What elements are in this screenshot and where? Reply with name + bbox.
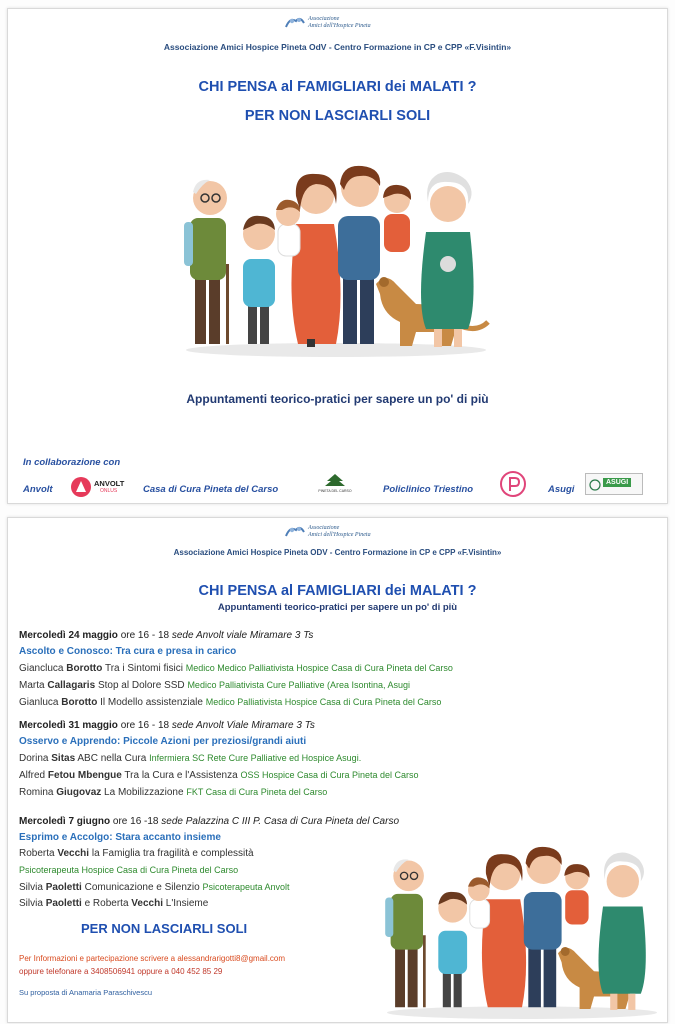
program-subtitle: Appuntamenti teorico-pratici per sapere un po' di più (217, 602, 458, 613)
event-3-header (19, 814, 399, 830)
policlinico-logo (500, 471, 526, 497)
speaker-first-name: Marta (19, 680, 45, 691)
event-date: Mercoledì 24 maggio (19, 630, 118, 641)
event-1 (19, 628, 453, 711)
pineta-logo (313, 473, 357, 497)
speaker-line (19, 879, 399, 896)
speaker-last-name: Paoletti (45, 882, 82, 893)
speaker-role: Infermiera SC Rete Cure Palliative ed Hospice Asugi. (149, 753, 362, 763)
association-logo (284, 522, 394, 544)
event-theme: Osservo e Apprendo: Piccole Azioni per preziosi/grandi aiuti (19, 736, 307, 747)
anvolt-logo (70, 476, 126, 498)
event-date: Mercoledì 31 maggio (19, 720, 118, 731)
speaker-topic: Il Modello assistenziale (100, 697, 203, 708)
proposal-prefix: Su proposta di Anamaria (19, 988, 102, 997)
event-2-header (19, 718, 419, 734)
proposal-name: Paraschivescu (103, 988, 153, 997)
policlinico-p-icon (500, 471, 526, 497)
flyer-card-program (7, 517, 668, 1023)
speaker-last-name: Borotto (61, 697, 98, 708)
speaker-first-name: Romina (19, 787, 54, 798)
partner-policlinico: Policlinico Triestino (383, 484, 474, 495)
program-title: CHI PENSA al FAMIGLIARI dei MALATI ? (198, 583, 477, 599)
slogan: PER NON LASCIARLI SOLI (244, 108, 431, 124)
pine-tree-icon (313, 473, 357, 489)
speaker-joiner: e Roberta (84, 898, 129, 909)
info-phone-joiner: oppure a (137, 967, 169, 976)
speaker-first-name: Alfred (19, 770, 46, 781)
speaker-last-name-2: Vecchi (131, 898, 163, 909)
association-logo (284, 13, 394, 35)
speaker-line (19, 750, 419, 767)
speaker-topic: la Famiglia tra fragilità e complessità (91, 848, 254, 859)
speaker-role: Psicoterapeuta Hospice Casa di Cura Pineta del Carso (19, 865, 239, 875)
association-heading: Associazione Amici Hospice Pineta ODV - Centro Formazione in CP e CPP «F.Visintin» (173, 548, 502, 557)
speaker-line (19, 846, 399, 862)
event-theme: Esprimo e Accolgo: Stara accanto insieme (19, 832, 221, 843)
info-phone-line (19, 967, 222, 976)
speaker-line (19, 660, 453, 677)
speaker-line (19, 784, 419, 801)
boy-figure (243, 216, 275, 344)
family-illustration (176, 154, 496, 359)
speaker-last-name: Giugovaz (56, 787, 102, 798)
grandpa-figure (184, 180, 229, 344)
speaker-line (19, 677, 453, 694)
girl-figure (383, 185, 411, 252)
speaker-topic: La Mobilizzazione (104, 787, 184, 798)
speaker-topic: Tra i Sintomi fisici (104, 663, 183, 674)
speaker-first-name: Silvia (19, 882, 43, 893)
speaker-role-line (19, 862, 399, 879)
hands-logo-icon (284, 524, 306, 540)
speaker-line (19, 767, 419, 784)
info-email-line (19, 954, 285, 963)
event-1-header (19, 628, 453, 644)
speaker-line (19, 896, 399, 912)
anvolt-logo-text: ANVOLT (94, 479, 125, 488)
speaker-first-name: Giancluca (19, 663, 64, 674)
association-heading: Associazione Amici Hospice Pineta OdV - Centro Formazione in CP e CPP «F.Visintin» (163, 42, 512, 52)
flyer-card-top (7, 8, 668, 504)
asugi-emblem-icon (589, 479, 601, 491)
logo-line1: Associazione (308, 525, 340, 531)
event-time: ore 16 - 18 (120, 630, 170, 641)
logo-line1: Associazione (308, 16, 340, 22)
proposal-line (19, 988, 152, 997)
speaker-first-name: Dorina (19, 753, 49, 764)
speaker-role: Psicoterapeuta Anvolt (202, 882, 290, 892)
event-venue: sede Palazzina C III P. Casa di Cura Pineta del Carso (161, 816, 400, 827)
speaker-topic: L'Insieme (165, 898, 209, 909)
speaker-topic: Stop al Dolore SSD (97, 680, 185, 691)
speaker-line (19, 694, 453, 711)
info-phone-1[interactable]: 3408506941 (90, 967, 136, 976)
partner-asugi: Asugi (548, 484, 575, 495)
speaker-topic: Tra la Cura e l'Assistenza (124, 770, 238, 781)
event-theme: Ascolto e Conosco: Tra cura e presa in carico (19, 646, 237, 657)
info-phone-prefix: oppure telefonare a (19, 967, 89, 976)
speaker-role: OSS Hospice Casa di Cura Pineta del Carso (240, 770, 419, 780)
event-time: ore 16 -18 (112, 816, 159, 827)
subtitle: Appuntamenti teorico-pratici per sapere un po' di più (186, 392, 489, 406)
event-venue: sede Anvolt Viale Miramare 3 Ts (171, 720, 315, 731)
event-2 (19, 718, 419, 801)
info-phone-2[interactable]: 040 452 85 29 (171, 967, 223, 976)
speaker-topic: Comunicazione e Silenzio (84, 882, 200, 893)
speaker-last-name: Callagaris (47, 680, 96, 691)
speaker-role: Medico Medico Palliativista Hospice Casa di Cura Pineta del Carso (185, 663, 453, 673)
anvolt-logo-subtext: ONLUS (100, 488, 118, 494)
speaker-last-name: Fetou Mbengue (47, 770, 122, 781)
asugi-logo-text: ASUGI (603, 478, 631, 487)
info-email-prefix: Per Informazioni e partecipazione scrivere a (19, 954, 176, 963)
pineta-logo-text: PINETA DEL CARSO (318, 489, 352, 493)
speaker-first-name: Silvia (19, 898, 43, 909)
event-venue: sede Anvolt viale Miramare 3 Ts (171, 630, 314, 641)
family-illustration-small (378, 836, 666, 1021)
grandma-figure (421, 172, 474, 347)
partner-anvolt: Anvolt (23, 484, 53, 495)
speaker-last-name: Vecchi (57, 848, 90, 859)
anvolt-logo-icon (70, 476, 92, 498)
speaker-role: FKT Casa di Cura Pineta del Carso (186, 787, 328, 797)
partner-pineta: Casa di Cura Pineta del Carso (143, 484, 279, 495)
logo-line2: Amici dell'Hospice Pineta (308, 532, 371, 538)
speaker-last-name: Sitas (51, 753, 76, 764)
speaker-role: Medico Palliativista Cure Palliative (Area Isontina, Asugi (187, 680, 411, 690)
father-figure (338, 166, 380, 344)
event-3 (19, 814, 399, 912)
speaker-first-name: Gianluca (19, 697, 59, 708)
collaboration-label: In collaborazione con (23, 457, 121, 468)
mother-figure (291, 174, 340, 347)
asugi-logo (585, 473, 643, 495)
speaker-role: Medico Palliativista Hospice Casa di Cura Pineta del Carso (205, 697, 442, 707)
logo-line2: Amici dell'Hospice Pineta (308, 23, 371, 29)
event-date: Mercoledì 7 giugno (19, 816, 111, 827)
info-email[interactable]: alessandrarigotti8@gmail.com (177, 954, 286, 963)
hands-logo-icon (284, 15, 306, 31)
event-time: ore 16 - 18 (120, 720, 170, 731)
speaker-last-name: Borotto (66, 663, 103, 674)
speaker-last-name: Paoletti (45, 898, 82, 909)
program-slogan: PER NON LASCIARLI SOLI (81, 921, 248, 936)
speaker-topic: ABC nella Cura (77, 753, 147, 764)
main-title: CHI PENSA al FAMIGLIARI dei MALATI ? (198, 79, 477, 95)
speaker-first-name: Roberta (19, 848, 55, 859)
baby-figure (276, 200, 300, 256)
